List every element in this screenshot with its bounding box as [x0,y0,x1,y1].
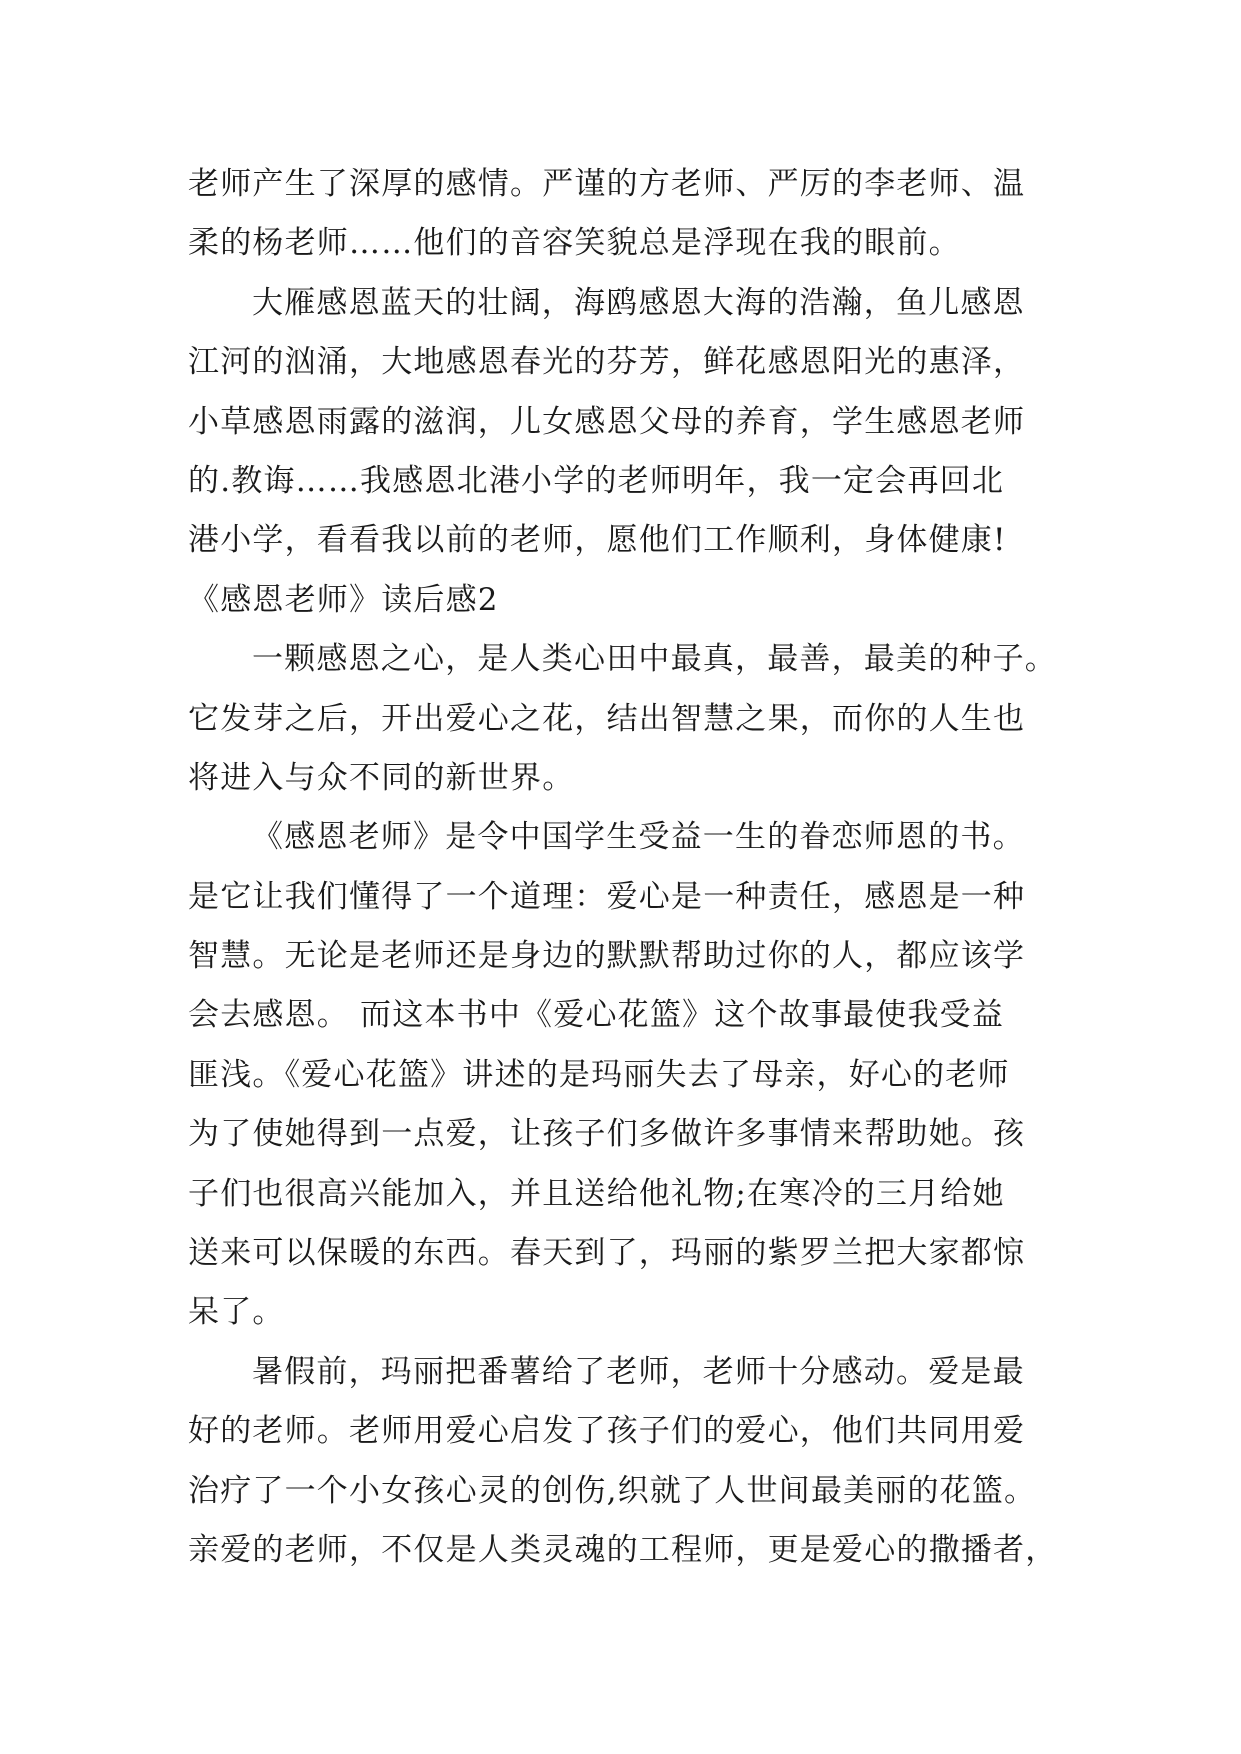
text-line: 小草感恩雨露的滋润，儿女感恩父母的养育，学生感恩老师 [188,403,1026,440]
text-line: 大雁感恩蓝天的壮阔，海鸥感恩大海的浩瀚，鱼儿感恩 [252,284,1025,321]
text-line: 智慧。无论是老师还是身边的默默帮助过你的人，都应该学 [188,938,1026,975]
text-line: 它发芽之后，开出爱心之花，结出智慧之果，而你的人生也 [188,700,1026,737]
text-line: 会去感恩。 而这本书中《爱心花篮》这个故事最使我受益 [188,997,1005,1034]
text-line: 匪浅。《爱心花篮》讲述的是玛丽失去了母亲，好心的老师 [188,1056,1010,1093]
text-line: 将进入与众不同的新世界。 [188,759,575,796]
text-line: 江河的汹涌，大地感恩春光的芬芳，鲜花感恩阳光的惠泽， [188,344,1026,381]
text-line: 送来可以保暖的东西。春天到了，玛丽的紫罗兰把大家都惊 [188,1235,1026,1272]
text-line: 为了使她得到一点爱，让孩子们多做许多事情来帮助她。孩 [188,1116,1026,1153]
text-line: 《感恩老师》是令中国学生受益一生的眷恋师恩的书。 [252,819,1025,856]
section-heading: 《感恩老师》读后感2 [188,581,499,618]
text-line: 治疗了一个小女孩心灵的创伤,织就了人世间最美丽的花篮。 [188,1472,1037,1509]
text-line: 老师产生了深厚的感情。严谨的方老师、严厉的李老师、温 [188,166,1026,202]
text-line: 亲爱的老师，不仅是人类灵魂的工程师，更是爱心的撒播者， [188,1531,1058,1568]
text-line: 柔的杨老师……他们的音容笑貌总是浮现在我的眼前。 [188,225,961,262]
document-body [188,155,1068,1580]
text-line: 的.教诲……我感恩北港小学的老师明年，我一定会再回北 [188,462,1005,499]
text-line: 是它让我们懂得了一个道理：爱心是一种责任，感恩是一种 [188,878,1026,915]
text-line: 呆了。 [188,1294,285,1331]
text-line: 暑假前，玛丽把番薯给了老师，老师十分感动。爱是最 [252,1353,1025,1390]
text-line: 子们也很高兴能加入，并且送给他礼物;在寒冷的三月给她 [188,1175,1005,1212]
text-line: 一颗感恩之心，是人类心田中最真，最善，最美的种子。 [252,641,1057,678]
text-line: 好的老师。老师用爱心启发了孩子们的爱心，他们共同用爱 [188,1413,1026,1450]
text-line: 港小学，看看我以前的老师，愿他们工作顺利，身体健康! [188,522,1007,559]
